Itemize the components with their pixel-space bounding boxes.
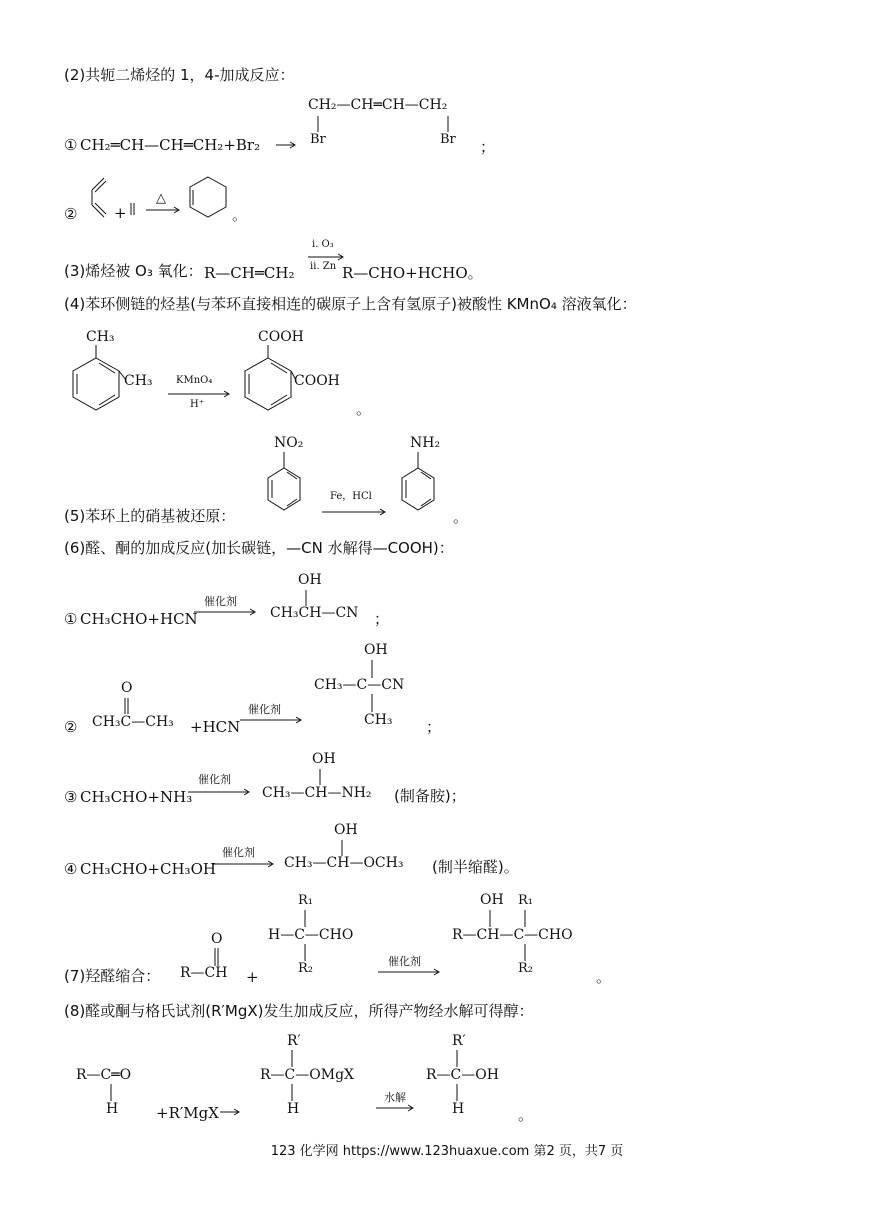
section7-r1: R₁ (298, 893, 313, 908)
section5-group-product: NH₂ (410, 435, 441, 451)
section8-cond: 水解 (384, 1091, 406, 1104)
section7-p-oh: OH (480, 892, 504, 908)
section8-heading: (8)醛或酮与格氏试剂(R′MgX)发生加成反应，所得产物经水解可得醇： (64, 1002, 534, 1020)
section4-prod1: COOH (258, 329, 304, 345)
cyclohexene-ring (190, 177, 226, 217)
section7-p-mid: R—CH—C—CHO (452, 927, 573, 943)
page-footer: 123 化学网 https://www.123huaxue.com 第2 页，共7 页 (270, 1144, 624, 1159)
section8-i-r: R′ (287, 1033, 301, 1049)
section8-end: 。 (518, 1106, 534, 1124)
section6-r1-reactants: CH₃CHO+HCN (80, 610, 198, 628)
arrow-7 (378, 969, 439, 975)
bond-6-2-carbonyl (125, 698, 128, 714)
xylene-ring (73, 345, 126, 410)
section6-r2-ch3: CH₃ (364, 712, 393, 728)
section6-r4-catalyst: 催化剂 (222, 846, 255, 859)
section6-r3-oh: OH (312, 751, 336, 767)
section3-heading: (3)烯烃被 O₃ 氧化： (64, 262, 203, 280)
section6-heading: (6)醛、酮的加成反应(加长碳链，—CN 水解得—COOH)： (64, 539, 454, 557)
section6-r1-catalyst: 催化剂 (204, 595, 237, 608)
section6-r2-oh: OH (364, 642, 388, 658)
section8-h: H (106, 1101, 119, 1117)
section6-r3-note: (制备胺)； (394, 787, 466, 805)
ethylene-skeleton (131, 203, 134, 215)
phthalic-ring (245, 345, 296, 410)
arrow-6-3 (188, 789, 249, 795)
section8-i-mid: R—C—OMgX (260, 1067, 354, 1083)
arrow-6-2 (240, 717, 301, 723)
arrow-2-1 (276, 142, 295, 148)
bond-7-carbonyl (215, 948, 218, 966)
section8-p-mid: R—C—OH (426, 1067, 499, 1083)
section5-group-reactant: NO₂ (274, 435, 304, 451)
section6-r4-product: CH₃—CH—OCH₃ (284, 855, 404, 871)
section6-r3-product: CH₃—CH—NH₂ (262, 785, 372, 801)
section6-r3-reactants: CH₃CHO+NH₃ (80, 788, 193, 806)
section8-i-h: H (287, 1101, 300, 1117)
section7-catalyst: 催化剂 (388, 955, 421, 968)
section5-cond: Fe，HCl (330, 491, 372, 502)
section6-r2-catalyst: 催化剂 (248, 703, 281, 716)
section6-r2-ketone: CH₃C—CH₃ (92, 714, 174, 730)
section4-cond-top: KMnO₄ (176, 375, 213, 386)
section6-r2-mid: CH₃—C—CN (314, 677, 405, 693)
section2-heading: (2)共轭二烯烃的 1，4-加成反应： (64, 66, 295, 84)
arrow-8-2 (376, 1105, 413, 1111)
section6-r2-label: ② (64, 718, 78, 736)
section6-r3-catalyst: 催化剂 (198, 773, 231, 786)
section4-heading: (4)苯环侧链的烃基(与苯环直接相连的碳原子上含有氢原子)被酸性 KMnO₄ 溶液氧化： (64, 295, 637, 313)
section2-r2-condition: △ (156, 191, 166, 206)
section7-aldehyde: R—CH (180, 965, 228, 981)
arrow-8-1 (220, 1109, 239, 1115)
section3-cond-top: ⅰ. O₃ (312, 239, 334, 250)
section4-cond-bottom: H⁺ (190, 399, 204, 410)
section7-p-r1: R₁ (518, 893, 533, 908)
section6-r1-oh: OH (298, 572, 322, 588)
section4-end: 。 (356, 400, 372, 418)
section6-r4-oh: OH (334, 822, 358, 838)
butadiene-skeleton (92, 178, 106, 217)
section6-r4-label: ④ (64, 860, 78, 878)
section4-sub2: CH₃ (124, 373, 153, 389)
section6-r1-product: CH₃CH—CN (270, 605, 359, 621)
section7-p-r2: R₂ (518, 961, 533, 976)
arrow-5 (322, 509, 385, 515)
section6-r2-end: ； (426, 718, 442, 736)
section7-heading: (7)羟醛缩合： (64, 967, 161, 985)
section6-r2-o: O (121, 680, 133, 696)
section2-r1-reactants: CH₂═CH—CH═CH₂+Br₂ (80, 136, 261, 154)
section2-r1-product: CH₂—CH═CH—CH₂ (308, 97, 448, 113)
section5-end: 。 (453, 508, 469, 526)
section7-end: 。 (596, 968, 612, 986)
section6-r2-plus: +HCN (190, 718, 241, 736)
section3-cond-bottom: ⅱ. Zn (310, 261, 337, 272)
arrow-2-2 (146, 207, 179, 213)
section8-p-r: R′ (452, 1033, 466, 1049)
section2-r1-end: ； (480, 138, 496, 156)
section8-aldehyde: R—C═O (76, 1067, 132, 1083)
arrow-3 (308, 254, 343, 260)
section2-r2-end: 。 (232, 206, 248, 224)
section2-r2-label: ② (64, 205, 78, 223)
section7-r2: R₂ (298, 961, 313, 976)
arrow-6-4 (212, 861, 273, 867)
nitrobenzene-ring (268, 452, 300, 510)
section2-r1-label: ① (64, 136, 78, 154)
section3-product: R—CHO+HCHO。 (342, 264, 483, 282)
section3-reactant: R—CH═CH₂ (204, 264, 295, 282)
section7-o: O (211, 931, 223, 947)
section6-r3-label: ③ (64, 788, 78, 806)
section7-mid: H—C—CHO (268, 927, 354, 943)
section2-r1-br-right: Br (440, 132, 456, 147)
section4-prod2: COOH (294, 373, 340, 389)
section7-plus: + (246, 968, 259, 986)
section8-p-h: H (452, 1101, 465, 1117)
section6-r4-note: (制半缩醛)。 (432, 858, 519, 876)
section6-r1-end: ； (374, 610, 390, 628)
section2-r1-br-left: Br (310, 132, 326, 147)
section2-r2-plus: + (114, 204, 127, 222)
section4-sub1: CH₃ (86, 329, 115, 345)
section6-r1-label: ① (64, 610, 78, 628)
arrow-6-1 (194, 609, 255, 615)
section6-r4-reactants: CH₃CHO+CH₃OH (80, 860, 216, 878)
arrow-4 (168, 391, 229, 397)
section8-reagent: +R′MgX (156, 1104, 219, 1122)
section5-heading: (5)苯环上的硝基被还原： (64, 507, 236, 525)
aniline-ring (402, 452, 434, 510)
